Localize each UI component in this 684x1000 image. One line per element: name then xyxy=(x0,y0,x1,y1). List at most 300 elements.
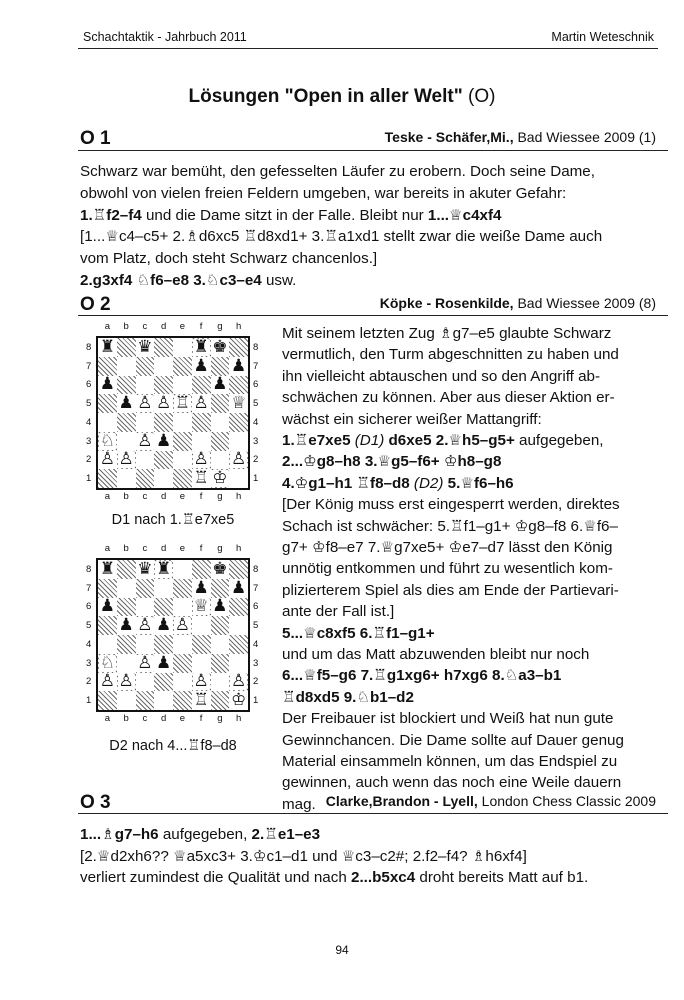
board-square xyxy=(136,357,155,376)
chess-piece: ♖ xyxy=(174,393,190,414)
chess-piece: ♙ xyxy=(137,393,153,414)
chess-piece: ♟ xyxy=(231,577,247,598)
file-label: f xyxy=(199,321,203,332)
file-label: d xyxy=(160,543,167,554)
board-square xyxy=(229,691,248,710)
chess-piece: ♜ xyxy=(99,558,115,579)
board-square xyxy=(173,413,192,432)
chess-piece: ♜ xyxy=(156,558,172,579)
file-label: f xyxy=(199,543,203,554)
board-square xyxy=(136,451,155,470)
board-square xyxy=(192,673,211,692)
game-header-o2 xyxy=(280,295,656,311)
board-square xyxy=(98,691,117,710)
chess-piece: ♙ xyxy=(193,449,209,470)
text-line xyxy=(282,602,394,621)
file-label: b xyxy=(123,713,129,724)
rank-label: 5 xyxy=(253,398,259,410)
text-run: Schach ist schwächer: 5.♖f1–g1+ ♔g8–f8 6.♕f6– xyxy=(282,517,618,535)
text-run: 1.♖f2–f4 xyxy=(80,206,142,224)
chess-piece: ♟ xyxy=(99,374,115,395)
file-label: d xyxy=(160,491,167,502)
file-label: f xyxy=(199,491,203,502)
text-run: und die Dame sitzt in der Falle. Bleibt nur xyxy=(141,206,428,224)
chess-piece: ♟ xyxy=(118,615,134,636)
board-square xyxy=(211,469,230,488)
rank-label: 4 xyxy=(86,638,92,650)
rank-labels-right xyxy=(253,338,258,488)
board-square xyxy=(98,635,117,654)
players: Teske - Schäfer,Mi., xyxy=(384,129,514,145)
board-square xyxy=(117,469,136,488)
text-line xyxy=(80,825,320,844)
running-header-left: Schachtaktik - Jahrbuch 2011 xyxy=(83,30,247,44)
board-square xyxy=(98,394,117,413)
chess-piece: ♙ xyxy=(231,671,247,692)
board-square xyxy=(154,691,173,710)
board-square xyxy=(154,376,173,395)
board-square xyxy=(117,560,136,579)
board-square xyxy=(154,357,173,376)
text-run: Der Freibauer ist blockiert und Weiß hat nun gute xyxy=(282,710,614,728)
text-run: ihn vielleicht abtauschen und so den Angriff ab- xyxy=(282,367,601,385)
text-run: usw. xyxy=(261,272,297,289)
file-label: h xyxy=(235,321,242,332)
chess-piece: ♚ xyxy=(212,558,228,579)
rank-label: 8 xyxy=(86,563,92,575)
board-square xyxy=(98,432,117,451)
board-square xyxy=(117,654,136,673)
text-run: und um das Matt abzuwenden bleibt nur noch xyxy=(282,646,590,663)
section-rule xyxy=(78,315,668,316)
header-rule xyxy=(78,48,658,49)
chess-piece: ♟ xyxy=(156,615,172,636)
text-run: [1...♕c4–c5+ 2.♗d6xc5 ♖d8xd1+ 3.♖a1xd1 stellt zwar die weiße Dame auch xyxy=(80,228,603,246)
board-square xyxy=(98,673,117,692)
text-line xyxy=(282,731,624,750)
rank-label: 6 xyxy=(86,601,92,613)
text-line xyxy=(80,868,588,887)
text-run: 5...♕c8xf5 6.♖f1–g1+ xyxy=(282,624,435,642)
rank-label: 4 xyxy=(253,638,259,650)
board-square xyxy=(229,616,248,635)
board-square xyxy=(117,635,136,654)
board-square xyxy=(173,560,192,579)
rank-label: 1 xyxy=(253,473,259,485)
board-square xyxy=(173,451,192,470)
file-label: e xyxy=(179,321,186,332)
board-square xyxy=(211,338,230,357)
board-square xyxy=(154,635,173,654)
board-square xyxy=(154,432,173,451)
board-square xyxy=(192,394,211,413)
text-run: gewinnen, auch wenn das noch eine Weile dauern xyxy=(282,774,622,792)
board-square xyxy=(98,598,117,617)
board-square xyxy=(98,560,117,579)
board-square xyxy=(173,338,192,357)
file-label: a xyxy=(104,543,111,554)
text-line xyxy=(282,773,621,792)
chess-piece: ♙ xyxy=(193,393,209,414)
text-run: g7+ ♔f8–e7 7.♕g7xe5+ ♔e7–d7 lässt den König xyxy=(282,539,613,556)
board-square xyxy=(211,616,230,635)
game-header-o1 xyxy=(280,129,656,145)
board-square xyxy=(173,654,192,673)
text-line xyxy=(282,538,613,557)
rank-label: 8 xyxy=(253,563,259,575)
text-line xyxy=(282,517,618,536)
text-run: 2.♖e1–e3 xyxy=(251,826,321,843)
board-square xyxy=(136,338,155,357)
rank-label: 1 xyxy=(253,695,259,707)
board-square xyxy=(229,357,248,376)
text-line xyxy=(80,249,377,268)
chess-piece: ♙ xyxy=(156,393,172,414)
board-square xyxy=(211,357,230,376)
board-square xyxy=(98,376,117,395)
rank-label: 5 xyxy=(253,620,259,632)
board-square xyxy=(154,413,173,432)
chess-piece: ♟ xyxy=(156,652,172,673)
text-line xyxy=(282,474,514,493)
chess-piece: ♟ xyxy=(156,430,172,451)
text-line xyxy=(282,666,561,685)
board-square xyxy=(229,635,248,654)
text-run: ante der Fall ist.] xyxy=(282,603,395,621)
text-line xyxy=(282,495,620,514)
board-square xyxy=(98,357,117,376)
text-line xyxy=(282,431,604,450)
game-header-o3 xyxy=(230,793,656,809)
board-square xyxy=(136,469,155,488)
rank-label: 8 xyxy=(253,341,259,353)
rank-labels-left xyxy=(86,560,91,710)
text-run: Gewinnchancen. Die Dame sollte auf Dauer genug xyxy=(282,731,624,749)
board-square xyxy=(117,432,136,451)
chess-piece: ♔ xyxy=(231,690,247,711)
chess-piece: ♙ xyxy=(118,449,134,470)
file-label: d xyxy=(160,321,167,332)
board-square xyxy=(229,394,248,413)
board-square xyxy=(211,394,230,413)
board-square xyxy=(98,616,117,635)
text-run: 5.♕f6–h6 xyxy=(447,474,514,492)
chess-piece: ♜ xyxy=(193,336,209,357)
text-line xyxy=(282,345,619,364)
file-label: g xyxy=(217,321,223,332)
chess-piece: ♙ xyxy=(137,615,153,636)
text-run: 2...b5xc4 xyxy=(351,869,416,886)
board-square xyxy=(192,338,211,357)
chess-piece: ♟ xyxy=(212,374,228,395)
page-title-main: Lösungen "Open in aller Welt" xyxy=(188,86,463,107)
rank-label: 8 xyxy=(86,341,92,353)
board-square xyxy=(229,376,248,395)
board-square xyxy=(173,616,192,635)
file-label: g xyxy=(217,491,223,502)
board-square xyxy=(192,432,211,451)
chess-piece: ♙ xyxy=(99,449,115,470)
text-run: wächst ein sicherer weißer Mattangriff: xyxy=(282,410,542,428)
board-square xyxy=(192,357,211,376)
section-id-o1: O 1 xyxy=(80,128,111,149)
board-square xyxy=(192,616,211,635)
text-run: droht bereits Matt auf b1. xyxy=(415,869,589,886)
chess-piece: ♔ xyxy=(212,468,228,489)
board-square xyxy=(117,598,136,617)
text-run: aufgegeben, xyxy=(158,826,252,843)
text-run: [2.♕d2xh6?? ♕a5xc3+ 3.♔c1–d1 und ♕c3–c2#; 2.f2–f4? ♗h6xf4] xyxy=(80,847,527,865)
text-line xyxy=(80,162,595,181)
board-square xyxy=(229,598,248,617)
rank-label: 2 xyxy=(253,676,259,688)
file-labels-bottom xyxy=(98,491,248,502)
chess-piece: ♟ xyxy=(231,355,247,376)
text-run: Schwarz war bemüht, den gefesselten Läufer zu erobern. Doch seine Dame, xyxy=(80,163,595,180)
chess-piece: ♟ xyxy=(212,596,228,617)
board-square xyxy=(98,654,117,673)
board-square xyxy=(211,413,230,432)
text-run: obwohl von vielen freien Feldern umgeben, war bereits in akuter Gefahr: xyxy=(80,184,567,202)
players: Köpke - Rosenkilde, xyxy=(379,295,514,311)
chess-piece: ♘ xyxy=(99,430,115,451)
text-line xyxy=(282,624,435,643)
rank-label: 4 xyxy=(253,416,259,428)
text-run: ♖d8xd5 9.♘b1–d2 xyxy=(282,688,414,706)
section-rule xyxy=(78,813,668,814)
rank-label: 3 xyxy=(253,435,259,447)
section-id-o3: O 3 xyxy=(80,792,111,813)
text-line xyxy=(282,688,414,707)
text-line xyxy=(282,752,617,771)
rank-labels-left xyxy=(86,338,91,488)
board-square xyxy=(117,338,136,357)
file-label: c xyxy=(142,543,148,554)
rank-label: 6 xyxy=(86,379,92,391)
rank-label: 6 xyxy=(253,601,259,613)
board-square xyxy=(192,413,211,432)
rank-label: 7 xyxy=(253,582,259,594)
board-square xyxy=(136,560,155,579)
board-square xyxy=(229,432,248,451)
chess-piece: ♖ xyxy=(193,468,209,489)
chess-board xyxy=(96,558,250,712)
rank-label: 2 xyxy=(253,454,259,466)
text-run: 2.g3xf4 ♘f6–e8 3.♘c3–e4 xyxy=(80,272,262,289)
text-line xyxy=(80,271,296,290)
rank-label: 2 xyxy=(86,676,92,688)
board-square xyxy=(154,394,173,413)
text-line xyxy=(282,410,542,429)
file-label: e xyxy=(179,491,186,502)
board-square xyxy=(211,451,230,470)
text-run: 1...♕c4xf4 xyxy=(427,206,502,224)
chess-piece: ♜ xyxy=(99,336,115,357)
board-square xyxy=(117,413,136,432)
board-square xyxy=(211,691,230,710)
chess-piece: ♕ xyxy=(231,393,247,414)
rank-label: 5 xyxy=(86,398,92,410)
text-run: verliert zumindest die Qualität und nach xyxy=(80,869,351,886)
text-line xyxy=(282,559,613,578)
board-square xyxy=(229,469,248,488)
text-line xyxy=(282,581,619,600)
board-square xyxy=(211,673,230,692)
board-square xyxy=(173,635,192,654)
file-label: c xyxy=(142,713,148,724)
board-square xyxy=(136,598,155,617)
text-line xyxy=(80,184,566,203)
board-square xyxy=(229,413,248,432)
file-label: a xyxy=(104,713,111,724)
text-run: plizierterem Spiel als dies am Ende der Partievari- xyxy=(282,581,619,599)
file-label: g xyxy=(217,543,223,554)
rank-label: 4 xyxy=(86,416,92,428)
file-label: h xyxy=(235,491,242,502)
page-title xyxy=(0,86,684,108)
text-run: (D2) xyxy=(409,474,448,492)
text-run: aufgegeben, xyxy=(514,432,604,449)
board-square xyxy=(173,357,192,376)
board-square xyxy=(192,598,211,617)
section-id-o2: O 2 xyxy=(80,294,111,315)
rank-label: 7 xyxy=(86,582,92,594)
diagram-caption: D2 nach 4...♖f8–d8 xyxy=(109,738,237,754)
event: Bad Wiessee 2009 (8) xyxy=(517,295,656,311)
board-square xyxy=(173,432,192,451)
board-square xyxy=(136,616,155,635)
chess-piece: ♙ xyxy=(174,615,190,636)
rank-label: 6 xyxy=(253,379,259,391)
rank-label: 5 xyxy=(86,620,92,632)
board-square xyxy=(136,673,155,692)
rank-label: 1 xyxy=(86,695,92,707)
file-labels-top xyxy=(98,543,248,554)
board-square xyxy=(136,654,155,673)
board-square xyxy=(211,432,230,451)
board-square xyxy=(117,376,136,395)
diagram-caption: D1 nach 1.♖e7xe5 xyxy=(111,512,235,528)
rank-label: 7 xyxy=(253,360,259,372)
board-square xyxy=(136,394,155,413)
board-square xyxy=(211,635,230,654)
file-label: g xyxy=(217,713,223,724)
board-square xyxy=(229,338,248,357)
board-square xyxy=(136,579,155,598)
board-square xyxy=(136,691,155,710)
file-label: b xyxy=(123,543,129,554)
text-run: 1...♗g7–h6 xyxy=(80,826,159,843)
page-number: 94 xyxy=(335,943,349,957)
text-run: unnötig entkommen und führt zu wesentlich kom- xyxy=(282,560,613,578)
board-square xyxy=(117,357,136,376)
board-square xyxy=(98,451,117,470)
board-square xyxy=(98,413,117,432)
board-square xyxy=(136,432,155,451)
text-run: [Der König muss erst eingesperrt werden, direktes xyxy=(282,496,620,514)
chess-piece: ♙ xyxy=(118,671,134,692)
text-run: mag. xyxy=(282,795,316,813)
file-label: b xyxy=(123,321,129,332)
rank-label: 2 xyxy=(86,454,92,466)
section-rule xyxy=(78,150,668,151)
chess-piece: ♟ xyxy=(99,596,115,617)
board-square xyxy=(154,469,173,488)
board-square xyxy=(229,451,248,470)
chess-piece: ♙ xyxy=(193,671,209,692)
text-run: 2...♔g8–h8 3.♕g5–f6+ ♔h8–g8 xyxy=(282,453,502,471)
board-square xyxy=(173,673,192,692)
file-labels-bottom xyxy=(98,713,248,724)
text-run: vom Platz, doch steht Schwarz chancenlos.] xyxy=(80,250,378,268)
rank-label: 3 xyxy=(253,657,259,669)
board-square xyxy=(211,560,230,579)
board-square xyxy=(229,654,248,673)
text-line xyxy=(282,367,600,386)
board-square xyxy=(154,598,173,617)
event: London Chess Classic 2009 xyxy=(481,793,656,809)
board-square xyxy=(117,616,136,635)
page-title-suffix: (O) xyxy=(468,86,496,107)
rank-label: 7 xyxy=(86,360,92,372)
text-line xyxy=(80,847,527,866)
file-label: h xyxy=(235,543,242,554)
file-label: h xyxy=(235,713,242,724)
chess-piece: ♘ xyxy=(99,652,115,673)
board-square xyxy=(192,579,211,598)
text-run: 6...♕f5–g6 7.♖g1xg6+ h7xg6 8.♘a3–b1 xyxy=(282,667,562,685)
file-label: a xyxy=(104,321,111,332)
rank-label: 3 xyxy=(86,435,92,447)
board-square xyxy=(173,469,192,488)
board-square xyxy=(98,579,117,598)
board-square xyxy=(192,469,211,488)
board-square xyxy=(173,376,192,395)
board-square xyxy=(211,654,230,673)
running-header-right: Martin Weteschnik xyxy=(551,30,654,44)
board-square xyxy=(211,376,230,395)
file-label: c xyxy=(142,491,148,502)
board-square xyxy=(98,338,117,357)
board-square xyxy=(192,635,211,654)
board-square xyxy=(136,635,155,654)
text-line xyxy=(282,452,501,471)
board-square xyxy=(192,451,211,470)
board-square xyxy=(173,598,192,617)
rank-labels-right xyxy=(253,560,258,710)
board-square xyxy=(154,451,173,470)
players: Clarke,Brandon - Lyell, xyxy=(325,793,478,809)
file-label: e xyxy=(179,713,186,724)
text-run: 4.♔g1–h1 ♖f8–d8 xyxy=(282,474,410,492)
board-square xyxy=(136,376,155,395)
board-square xyxy=(192,654,211,673)
board-square xyxy=(117,451,136,470)
file-label: c xyxy=(142,321,148,332)
rank-label: 1 xyxy=(86,473,92,485)
file-label: e xyxy=(179,543,186,554)
text-line xyxy=(282,388,615,407)
board-square xyxy=(154,616,173,635)
board-square xyxy=(192,691,211,710)
board-square xyxy=(98,469,117,488)
text-line xyxy=(282,324,611,343)
chess-piece: ♟ xyxy=(193,577,209,598)
chess-piece: ♖ xyxy=(193,690,209,711)
chess-piece: ♙ xyxy=(137,652,153,673)
text-run: d6xe5 2.♕h5–g5+ xyxy=(388,432,515,449)
chess-piece: ♛ xyxy=(137,558,153,579)
